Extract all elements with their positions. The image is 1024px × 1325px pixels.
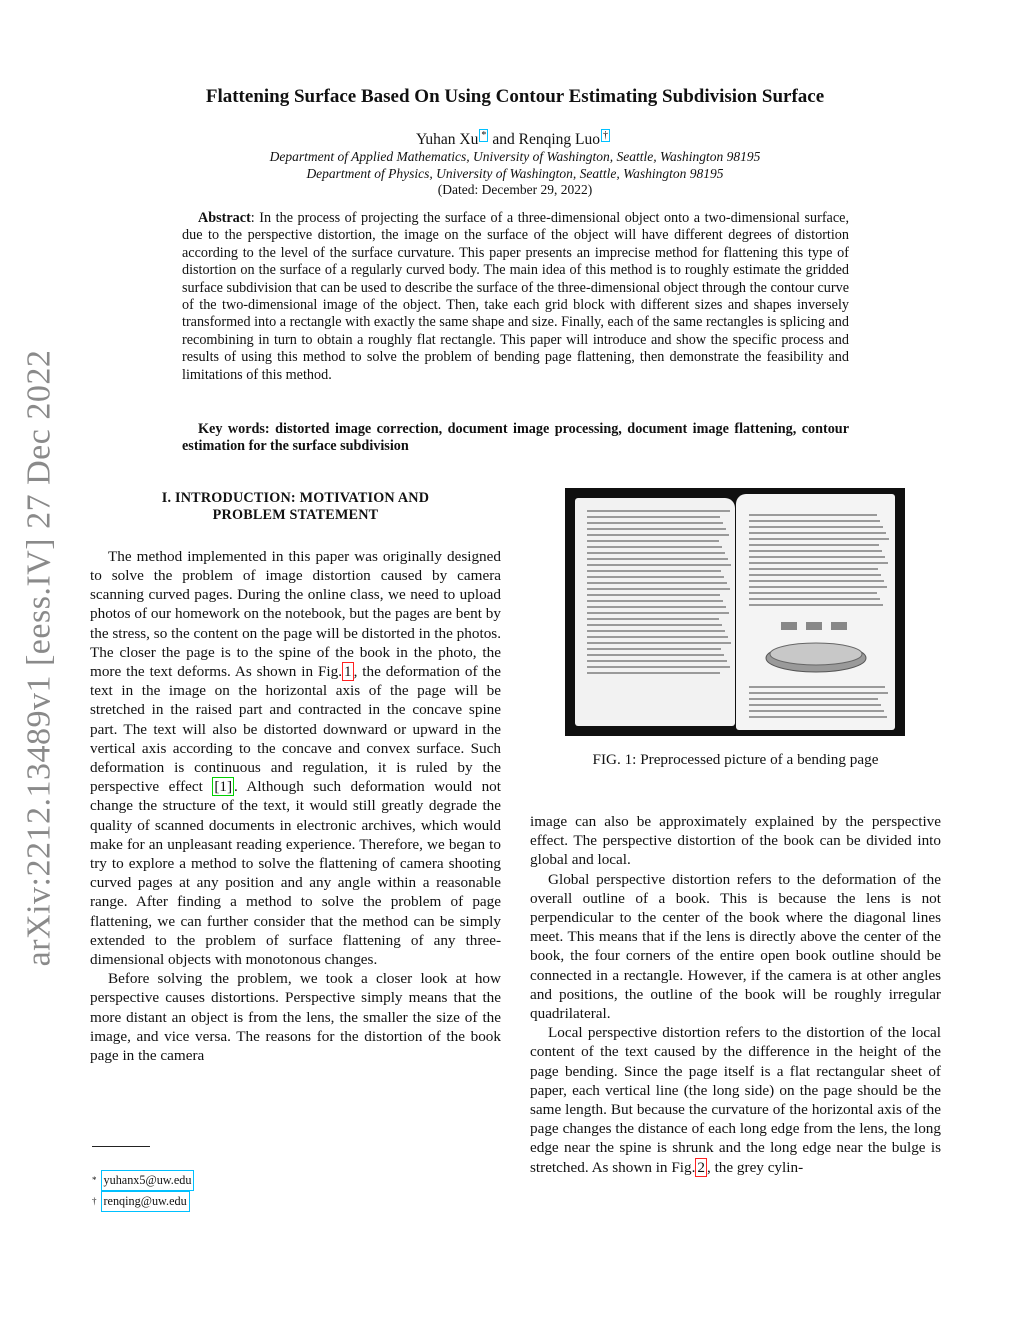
abstract-label: Abstract (198, 210, 251, 226)
section-heading-line-1: I. INTRODUCTION: MOTIVATION AND (161, 490, 430, 506)
book-left-text-line (587, 606, 726, 608)
book-left-text-line (587, 582, 727, 584)
figure-1-caption: FIG. 1: Preprocessed picture of a bending page (592, 751, 879, 768)
book-left-text-line (587, 672, 720, 674)
keywords-block: Key words: distorted image correction, document image processing, document image flattening, contour estimation for the surface subdivision (182, 421, 849, 455)
book-right-text-line (749, 520, 880, 522)
book-right-text-line (749, 538, 889, 540)
author-1: Yuhan Xu (415, 131, 479, 148)
footnote-2 (92, 1191, 194, 1212)
book-left-text-line (587, 600, 723, 602)
intro-p1-text-b: , the deformation of the text in the image on the horizontal axis of the page will be stretched in the raised part and contracted in the concave spine part. The text will also be distorted downward or upward in the vertical axis according to the concave and convex surface. Such deformation is continuous and regulation, it is ruled by the perspective effect (90, 663, 502, 796)
footnotes (92, 1170, 194, 1212)
book-right-text-line (749, 580, 884, 582)
book-left-text-line (587, 570, 721, 572)
book-right-text-line (749, 716, 887, 718)
book-right-text-line (749, 568, 878, 570)
right-p3-text-a: Local perspective distortion refers to the distortion of the local content of the text caused by the difference in the height of the page bending. Since the page itself is a flat rectangular sheet of paper, each vertical line (the long side) on the page should be the same length. But because the curvature of the horizontal axis of the page changes the distance of each long edge from the lens, the long edge near the spine is shrunk and the long edge near the bulge is stretched. As shown in Fig. (530, 1024, 941, 1176)
book-right-text-line (749, 592, 877, 594)
intro-paragraph-1 (90, 547, 501, 969)
book-right-text-line (749, 550, 882, 552)
section-heading-line-2: PROBLEM STATEMENT (212, 507, 379, 524)
book-right-text-line (749, 686, 885, 688)
right-paragraph-3 (530, 1023, 941, 1177)
book-left-text-line (587, 648, 721, 650)
book-right-text-line (749, 710, 884, 712)
book-left-text-line (587, 618, 719, 620)
footnote-2-email-link[interactable]: renqing@uw.edu (101, 1191, 190, 1212)
book-right-page (736, 494, 895, 730)
figure-2-ref-link[interactable]: 2 (697, 1158, 705, 1176)
arxiv-stamp: arXiv:2212.13489v1 [eess.IV] 27 Dec 2022 (20, 349, 58, 967)
book-left-text-line (587, 630, 725, 632)
book-left-text-line (587, 654, 724, 656)
book-right-text-line (749, 586, 887, 588)
book-left-text-line (587, 660, 727, 662)
author-2-footnote-link[interactable]: † (603, 130, 609, 141)
paper-title: Flattening Surface Based On Using Contour Estimating Subdivision Surface (205, 86, 825, 107)
book-left-text-line (587, 588, 730, 590)
left-column (90, 490, 501, 1065)
footnote-divider (92, 1146, 150, 1147)
book-right-text-line (749, 514, 877, 516)
book-left-text-line (587, 558, 728, 560)
book-left-text-line (587, 564, 731, 566)
right-paragraph-1: image can also be approximately explained by the perspective effect. The perspective distortion of the book can be divided into global and local. (530, 813, 941, 869)
authors-line (90, 129, 940, 149)
book-right-text-line (749, 704, 881, 706)
footnote-2-mark: † (92, 1196, 97, 1206)
intro-paragraph-2: Before solving the problem, we took a closer look at how perspective causes distortions. Perspective simply means that the more distant an object is from the lens, the smaller the size of the image, and vice versa. The reasons for the distortion of the book page in the camera (90, 970, 501, 1065)
book-right-text-line (749, 562, 888, 564)
intro-p1-text-c: . Although such deformation would not change the structure of the text, it would still greatly degrade the quality of scanned documents in electronic archives, which would make for an unpleasant reading experience. Therefore, we began to try to explore a method to solve the flattening of camera shooting curved pages at any position and any angle within a reasonable range. After finding a method to solve the problem of page flattening, we can further consider that the method can be simply extended to the problem of surface flattening of any three-dimensional objects with monotonous changes. (90, 778, 501, 969)
dated-line: (Dated: December 29, 2022) (437, 182, 593, 197)
book-left-text-line (587, 522, 723, 524)
footnote-1 (92, 1170, 194, 1191)
footnote-1-email-link[interactable]: yuhanx5@uw.edu (101, 1170, 195, 1191)
footnote-1-mark: * (92, 1175, 97, 1185)
authors-conjunction: and (492, 131, 515, 148)
book-left-text-line (587, 636, 728, 638)
right-paragraph-2: Global perspective distortion refers to the deformation of the overall outline of a book. This is because the lens is not perpendicular to the center of the book where the diagonal lines meet. This means that if the lens is directly above the center of the book, the four corners of the entire open book outline should be connected in a rectangle. However, if the camera is at other angles and positions, the outline of the book will be roughly irregular quadrilateral. (530, 870, 941, 1023)
intro-p1-text-a: The method implemented in this paper was originally designed to solve the problem of image distortion caused by camera scanning curved pages. During the online class, we need to upload photos of our homework on the notebook, but the pages are bent by the stress, so the content on the page will be distorted in the photos. The closer the page is to the spine of the book in the photo, the more the text deforms. As shown in Fig. (90, 547, 501, 681)
abstract-text: : In the process of projecting the surface of a three-dimensional object onto a two-dimensional surface, due to the perspective distortion, the image on the surface of the object will have different degrees of distortion according to the level of the surface curvature. This paper presents an imprecise method for flattening this type of distortion on the surface of a regularly curved body. The main idea of this method is to roughly estimate the gridded surface subdivision that can be used to describe the surface of the three-dimensional object through the contour curve of the two-dimensional image of the object. Then, take each grid block with different sizes and shapes inversely transformed into a rectangle with exactly the same shape and size. Finally, each of the same rectangles is splicing and recombining in turn to obtain a roughly flat rectangle. This paper will introduce and show the specific process and results of using this method to solve the problem of bending page flattening, then demonstrate the feasibility and limitations of this method. (182, 210, 849, 383)
arxiv-sidebar (0, 325, 78, 990)
book-left-text-line (587, 642, 731, 644)
abstract-block (182, 210, 849, 384)
book-right-text-line (749, 556, 885, 558)
citation-1-link[interactable]: [1] (214, 778, 233, 796)
affiliation-2: Department of Physics, University of Washington, Seattle, Washington 98195 (306, 166, 724, 181)
right-p3-text-b: , the grey cylin- (706, 1158, 804, 1176)
affiliation-1: Department of Applied Mathematics, University of Washington, Seattle, Washington 98195 (269, 149, 761, 164)
book-right-text-line (749, 574, 881, 576)
book-right-text-line (749, 598, 880, 600)
book-left-text-line (587, 594, 720, 596)
book-left-text-line (587, 666, 730, 668)
book-left-text-line (587, 576, 724, 578)
book-left-text-line (587, 528, 726, 530)
figure-1-ref-link[interactable]: 1 (344, 663, 352, 681)
book-left-text-line (587, 516, 720, 518)
book-left-text-line (587, 546, 722, 548)
book-left-text-line (587, 534, 729, 536)
figure-1-image (565, 488, 905, 736)
book-left-text-line (587, 552, 725, 554)
book-left-text-line (587, 612, 729, 614)
book-right-text-line (749, 604, 883, 606)
author-2: Renqing Luo (518, 131, 601, 148)
book-right-text-line (749, 692, 888, 694)
author-1-footnote-link[interactable]: * (481, 130, 487, 141)
book-diagram-graphic (761, 620, 871, 680)
book-left-text-line (587, 624, 722, 626)
book-left-text-line (587, 540, 719, 542)
book-left-text-line (587, 510, 730, 512)
book-right-text-line (749, 544, 879, 546)
book-right-text-line (749, 526, 883, 528)
book-right-text-line (749, 698, 878, 700)
right-column (530, 812, 941, 1177)
book-right-text-line (749, 532, 886, 534)
section-heading (90, 490, 501, 525)
